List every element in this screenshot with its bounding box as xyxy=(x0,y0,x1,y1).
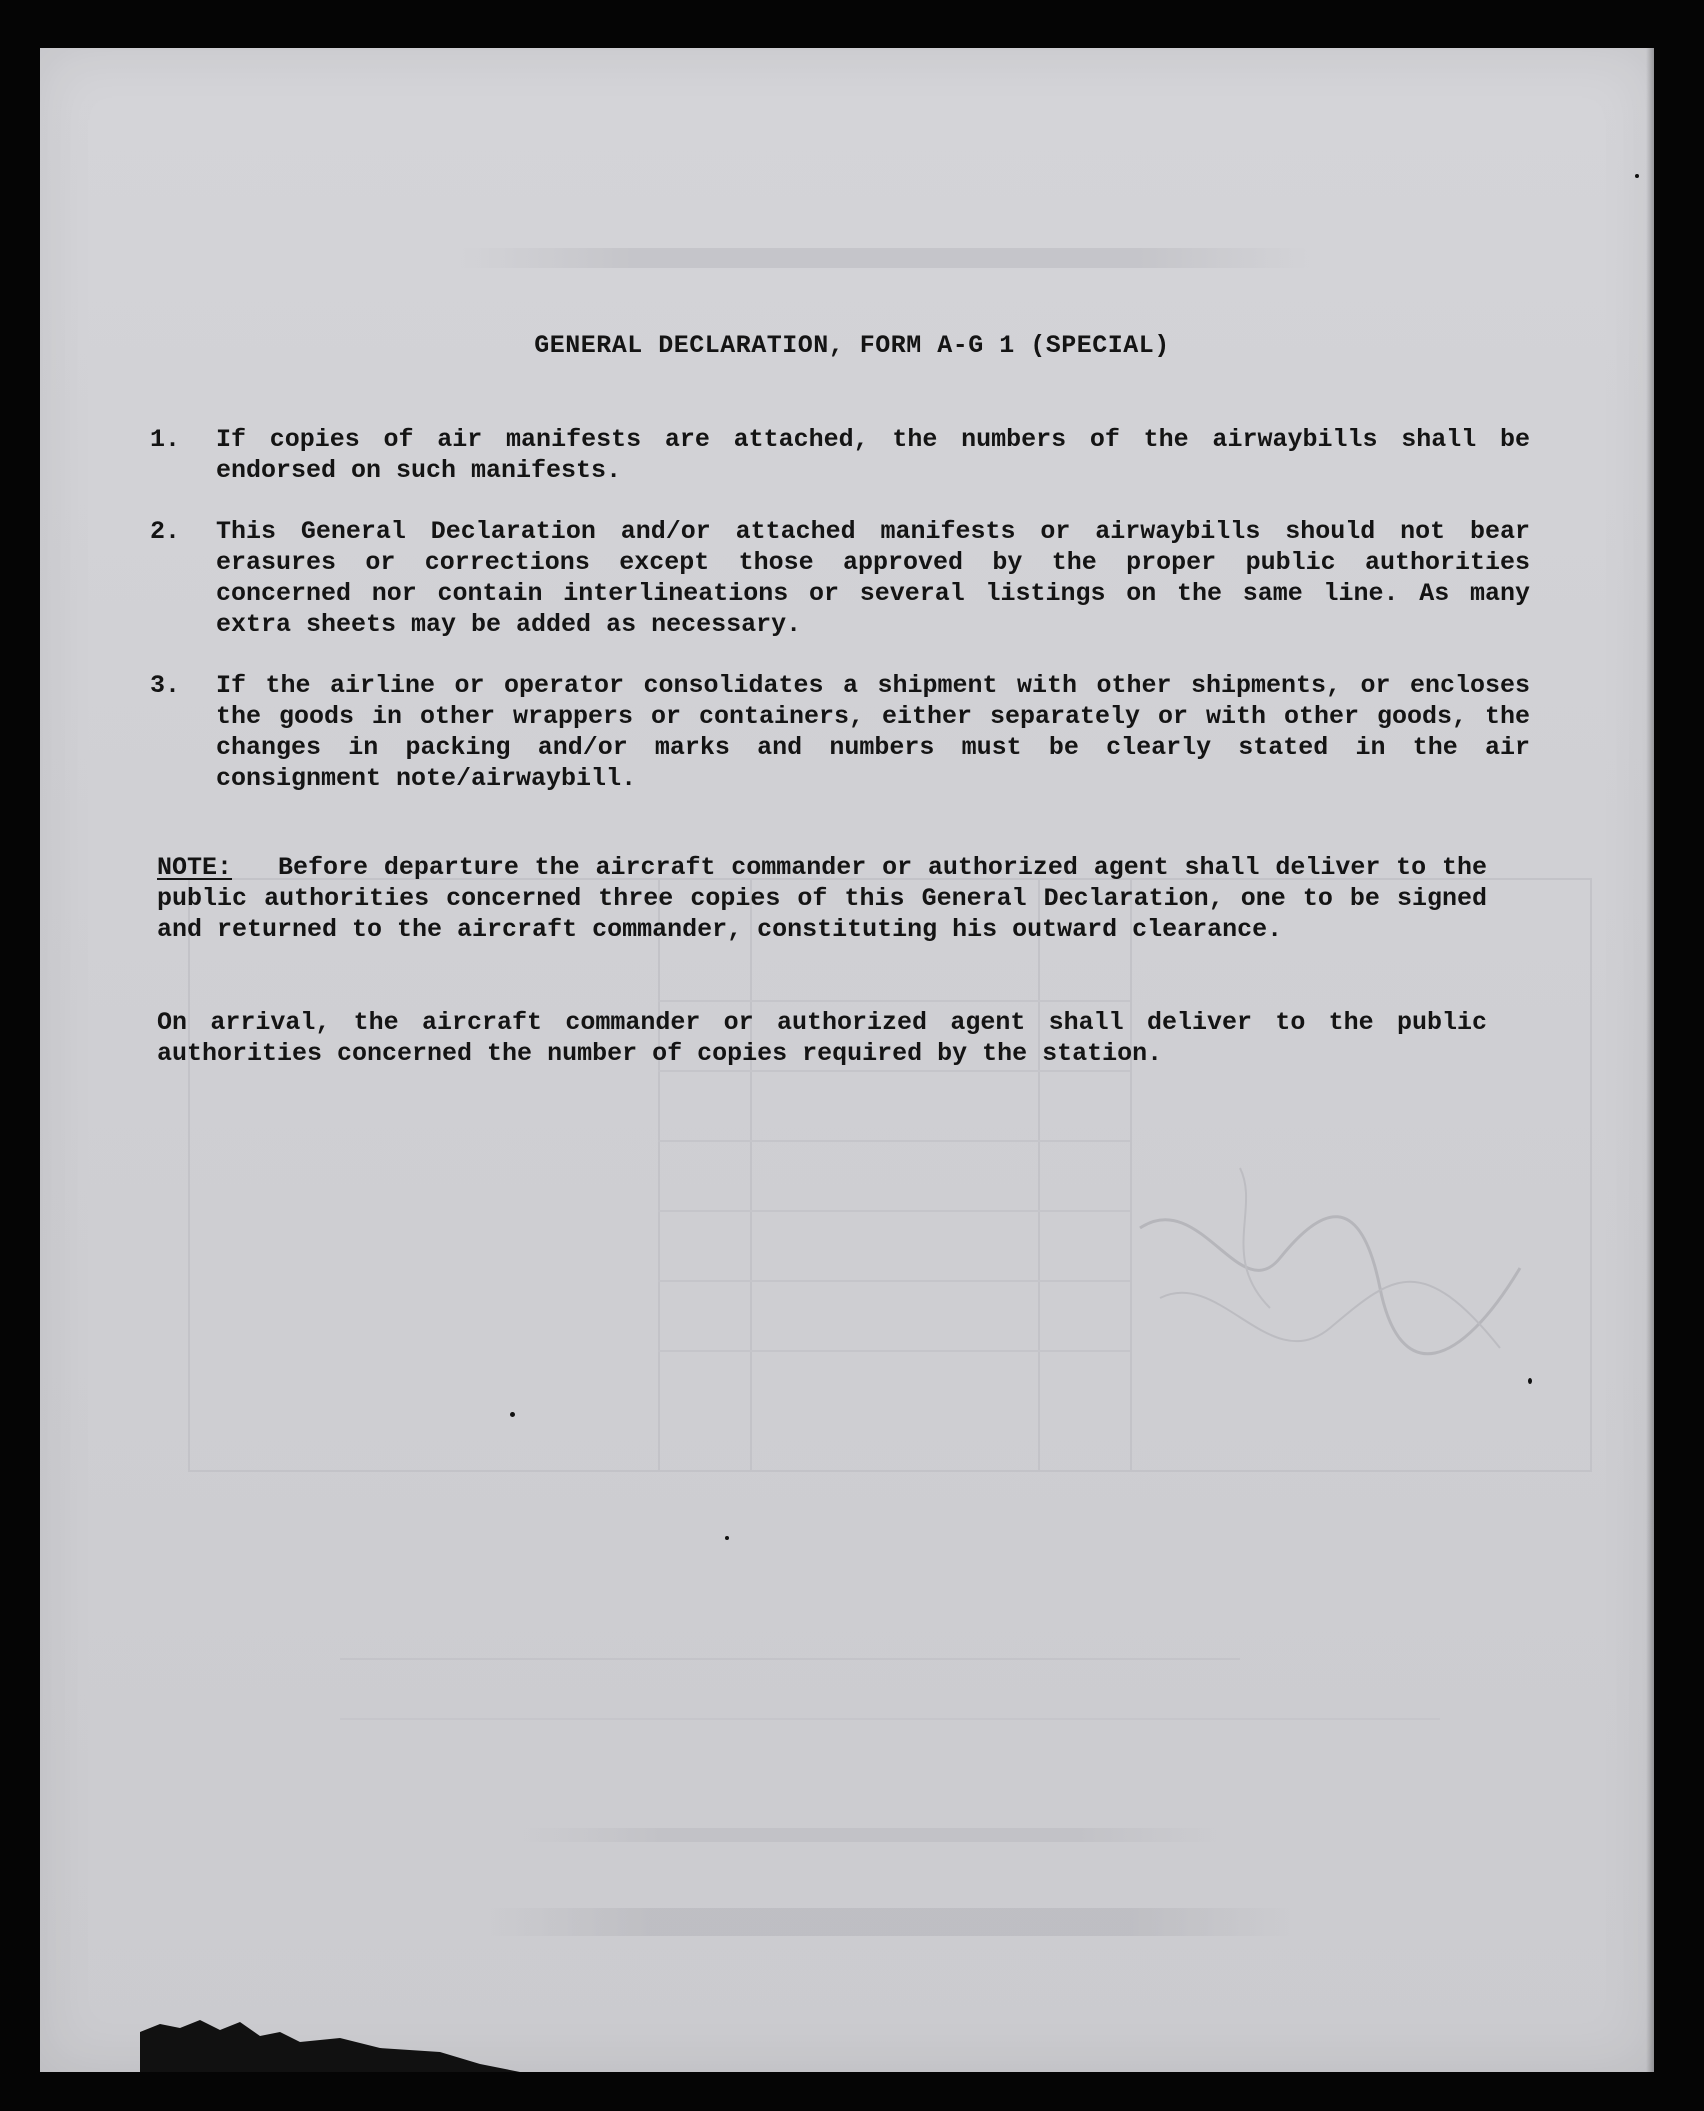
item-text: If the airline or operator consolidates a shipment with other shipments, or encloses the goods in other wrappers or containers, either separately or with other goods, the changes in packing and/or marks and numbers must be clearly stated in the air consignment note/airwaybill. xyxy=(216,671,1530,793)
arrival-paragraph: On arrival, the aircraft commander or authorized agent shall deliver to the public authorities concerned the number of copies required by the station. xyxy=(157,1008,1487,1068)
item-text: This General Declaration and/or attached manifests or airwaybills should not bear erasures or corrections except those approved by the proper public authorities concerned nor contain interlineations or several listings on the same line. As many extra sheets may be added as necessary. xyxy=(216,517,1530,639)
instruction-item xyxy=(150,670,1530,794)
note-paragraph xyxy=(157,852,1487,945)
instruction-item xyxy=(150,516,1530,640)
note-label: NOTE: xyxy=(157,853,233,882)
instruction-item xyxy=(150,424,1530,486)
document-title: GENERAL DECLARATION, FORM A-G 1 (SPECIAL) xyxy=(534,331,1170,360)
item-number: 2. xyxy=(150,517,181,546)
item-number: 1. xyxy=(150,425,181,454)
item-number: 3. xyxy=(150,671,181,700)
note-text: Before departure the aircraft commander or authorized agent shall deliver to the public authorities concerned three copies of this General Declaration, one to be signed and returned to the aircraft commander, constituting his outward clearance. xyxy=(157,853,1487,944)
item-text: If copies of air manifests are attached, the numbers of the airwaybills shall be endorsed on such manifests. xyxy=(216,425,1530,485)
